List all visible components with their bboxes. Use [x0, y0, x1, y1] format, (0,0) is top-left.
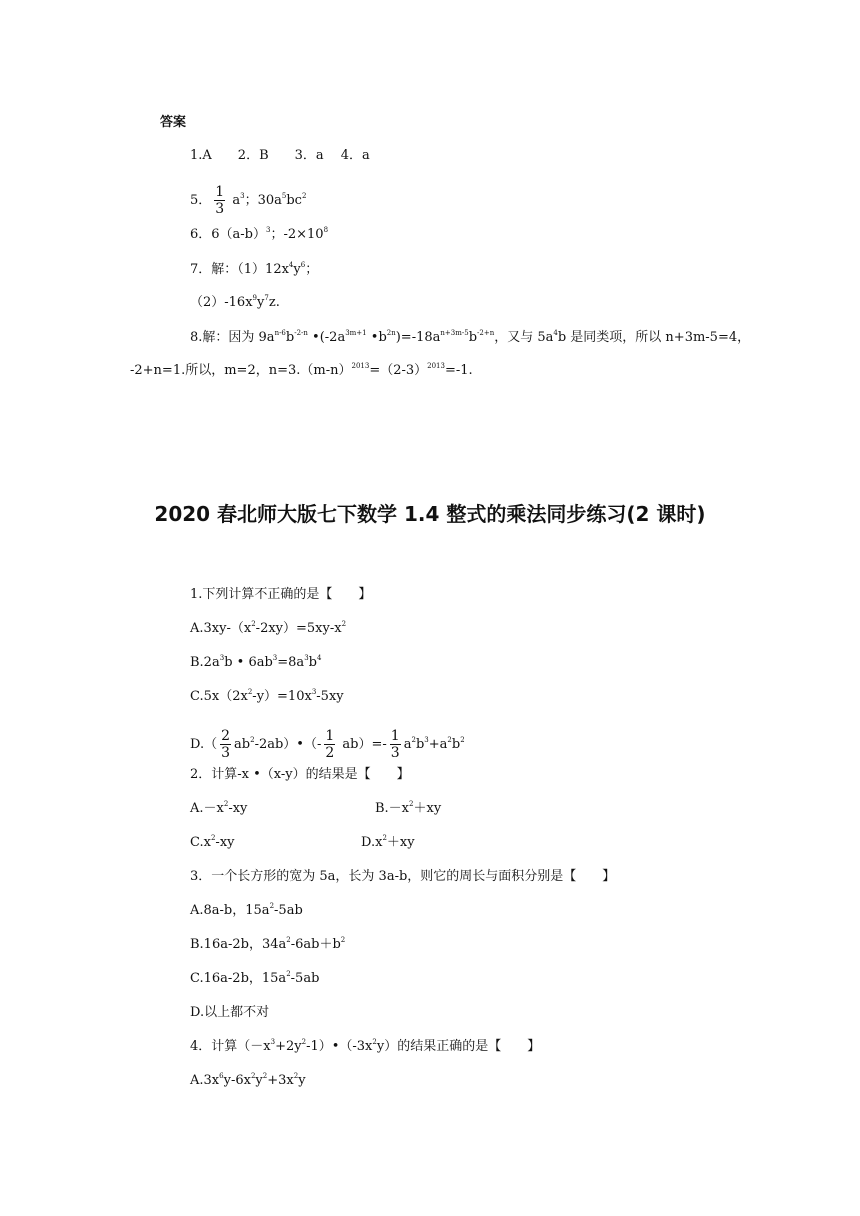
fraction: $\frac{1}{2}$ — [325, 728, 335, 761]
question-3-option-d: D.以上都不对 — [190, 1005, 270, 1020]
question-4: 4．计算$(-x^3+2y^2-1)•(-3x^2y)$的结果正确的是【 】 — [190, 1038, 541, 1054]
question-2-option-c: $C.x^2-xy$ — [190, 834, 235, 850]
fraction: $\frac{2}{3}$ — [221, 728, 231, 761]
question-3-option-c: C.16a-2b，$15a^2-5ab$ — [190, 970, 320, 986]
answer-8: 8.解：因为 $9a^{n-6}b^{-2-n}$ $•(-2a^{3m+1}$ $•b^{2n})=-18a^{n+3m-5}b^{-2+n}$，又与 $5a^4b$ 是同类项，所以 n+3m-5=4， — [190, 329, 751, 345]
answer-7: 7．解：$(1)12x^4y^6$； — [190, 261, 319, 277]
question-1-option-b: $B.2a^3b$ • $6ab^3=8a^3b^4$ — [190, 654, 322, 670]
question-2-option-d: $D.x^2+xy$ — [361, 834, 415, 850]
question-3: 3．一个长方形的宽为 5a，长为 3a-b，则它的周长与面积分别是【 】 — [190, 869, 616, 884]
answer-5: 5． $\frac{1}{3}$ $a^3$；$30a^5bc^2$ — [190, 184, 307, 217]
question-1-option-c: $C.5x(2x^2-y)=10x^3-5xy$ — [190, 688, 344, 704]
answer-1-4: 1.A 2．B 3．a 4．a — [190, 148, 370, 163]
page-title: 2020 春北师大版七下数学 1.4 整式的乘法同步练习(2 课时) — [154, 502, 706, 526]
question-3-option-a: A.8a-b，$15a^2-5ab$ — [190, 902, 303, 918]
question-4-option-a: $A.3x^6y-6x^2y^2+3x^2y$ — [190, 1072, 306, 1088]
answer-8-continued: -2+n=1.所以，m=2，$n=3.(m-n)^{2013}=(2-3)^{2013}=-1$. — [130, 362, 473, 378]
question-2-option-b: $B.-x^2+xy$ — [375, 800, 442, 816]
fraction: $\frac{1}{3}$ — [390, 728, 400, 761]
question-2: 2．计算-x •（x-y）的结果是【 】 — [190, 767, 410, 782]
question-2-option-a: $A.-x^2-xy$ — [190, 800, 248, 816]
question-1-option-d: D.（ $\frac{2}{3}$ $ab^2-2ab)•(-$ $\frac{1}{2}$ ab）=- $\frac{1}{3}$ $a^2b^3+a^2b^2$ — [190, 728, 465, 761]
question-1-option-a: $A.3xy-(x^2-2xy)=5xy-x^2$ — [190, 620, 347, 636]
answer-6: 6．$6(a-b)^3$；$-2\times 10^8$ — [190, 226, 329, 242]
question-3-option-b: B.16a-2b，$34a^2-6ab+b^2$ — [190, 936, 346, 952]
answer-7-part-2: $(2)-16x^9y^7z$. — [190, 294, 280, 310]
answers-heading: 答案 — [160, 115, 187, 130]
question-1: 1.下列计算不正确的是【 】 — [190, 587, 372, 602]
fraction: $\frac{1}{3}$ — [215, 184, 225, 217]
